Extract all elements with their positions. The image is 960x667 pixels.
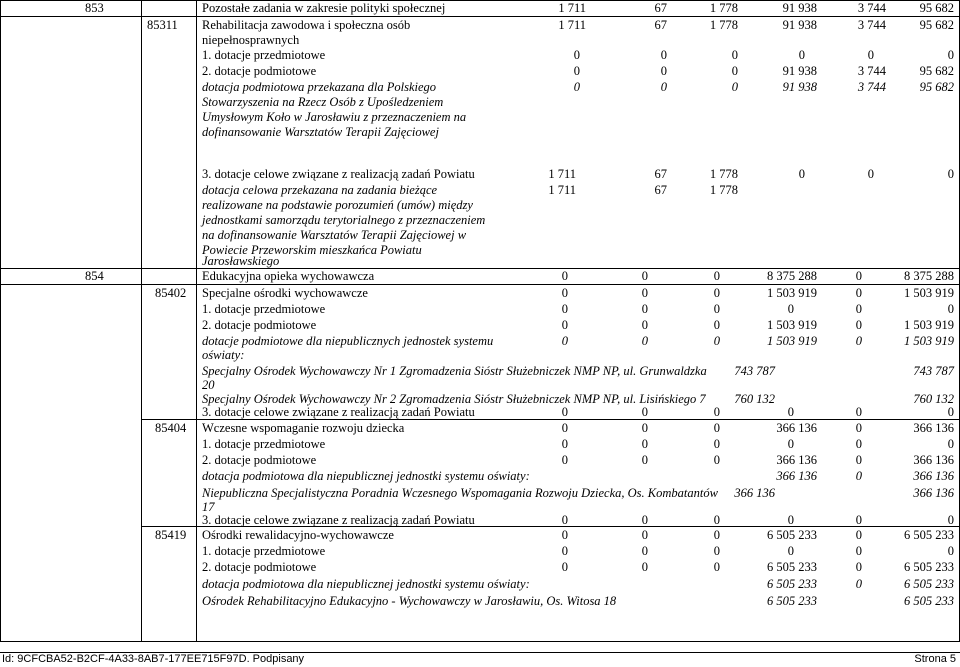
d1-name: 1. dotacje przedmiotowe [202, 544, 326, 558]
a1-name: 1. dotacje przedmiotowe [202, 48, 326, 62]
c3-name: 3. dotacje celowe związane z realizacją zadań Powiatu [202, 513, 475, 527]
b1-c3: 0 [713, 302, 720, 316]
a2d-c1: 0 [573, 80, 580, 94]
a2d-line2: Stowarzyszenia na Rzecz Osób z Upośledzeniem [202, 95, 444, 109]
row-854-c4: 8 375 288 [767, 269, 817, 283]
a3d-line4: na dofinansowanie Warsztatów Terapii Zajęciowej w [202, 228, 467, 242]
row-85402-name: Specjalne ośrodki wychowawcze [202, 286, 368, 300]
d2-c5: 0 [855, 560, 862, 574]
d1-c3: 0 [713, 544, 720, 558]
b1-c4: 0 [787, 302, 794, 316]
c1-c5: 0 [855, 437, 862, 451]
c1-name: 1. dotacje przedmiotowe [202, 437, 326, 451]
c3-c5: 0 [855, 513, 862, 527]
c1-c2: 0 [641, 437, 648, 451]
b2-c2: 0 [641, 318, 648, 332]
d1-c6: 0 [947, 544, 954, 558]
d2d-c4: 6 505 233 [767, 577, 817, 591]
b2d-c4: 1 503 919 [767, 334, 817, 348]
a1-c5: 0 [867, 48, 874, 62]
row-853-bottom-border [0, 16, 960, 17]
left-border [0, 0, 1, 642]
b3-c3: 0 [713, 405, 720, 419]
row-853-c5: 3 744 [857, 1, 886, 15]
c2-c6: 366 136 [913, 453, 954, 467]
d2d-c6: 6 505 233 [904, 577, 954, 591]
c1-c1: 0 [561, 437, 568, 451]
a3d-line1: dotacja celowa przekazana na zadania bieżące [202, 183, 438, 197]
row-854-c1: 0 [561, 269, 568, 283]
row-854-code: 854 [85, 269, 104, 283]
row-85404-c4: 366 136 [776, 421, 817, 435]
row-85311-c1: 1 711 [558, 18, 586, 32]
b3-c1: 0 [561, 405, 568, 419]
a2-c3: 0 [731, 64, 738, 78]
c2-c1: 0 [561, 453, 568, 467]
a3-c1: 1 711 [548, 167, 576, 181]
d2-c4: 6 505 233 [767, 560, 817, 574]
c2-c3: 0 [713, 453, 720, 467]
a3d-line3: jednostkami samorządu terytorialnego z przeznaczeniem [202, 213, 486, 227]
d1-c1: 0 [561, 544, 568, 558]
a2-name: 2. dotacje podmiotowe [202, 64, 317, 78]
row-85419-c6: 6 505 233 [904, 528, 954, 542]
c2e-line1: Niepubliczna Specjalistyczna Poradnia Wczesnego Wspomagania Rozwoju Dziecka, Os. Kombatantów [202, 486, 718, 500]
c1-c3: 0 [713, 437, 720, 451]
c2d-name: dotacja podmiotowa dla niepublicznej jednostki systemu oświaty: [202, 469, 530, 483]
c2d-c6: 366 136 [913, 469, 954, 483]
a2-c2: 0 [660, 64, 667, 78]
row-853-c6: 95 682 [919, 1, 954, 15]
b2-c3: 0 [713, 318, 720, 332]
row-85404-c2: 0 [641, 421, 648, 435]
b2d-c2: 0 [641, 334, 648, 348]
a1-c1: 0 [573, 48, 580, 62]
a3-c6: 0 [947, 167, 954, 181]
a3-c4: 0 [798, 167, 805, 181]
a2-c5: 3 744 [857, 64, 886, 78]
c1-c6: 0 [947, 437, 954, 451]
a2d-c3: 0 [731, 80, 738, 94]
c2d-c4: 366 136 [776, 469, 817, 483]
row-85404-name: Wczesne wspomaganie rozwoju dziecka [202, 421, 405, 435]
a3d-line2: realizowane na podstawie porozumień (umów) między [202, 198, 473, 212]
a2d-c4: 91 938 [782, 80, 817, 94]
table-bottom-border [0, 641, 960, 642]
b2f-c4: 760 132 [734, 392, 775, 406]
row-854-name: Edukacyjna opieka wychowawcza [202, 269, 375, 283]
a3d-line6: Jarosławskiego [202, 254, 280, 268]
row-85404-code: 85404 [155, 421, 187, 435]
row-85402-c1: 0 [561, 286, 568, 300]
d1-c4: 0 [787, 544, 794, 558]
a3d-c3: 1 778 [709, 183, 738, 197]
c2-name: 2. dotacje podmiotowe [202, 453, 317, 467]
c2-c4: 366 136 [776, 453, 817, 467]
row-85402-c3: 0 [713, 286, 720, 300]
b2d-c6: 1 503 919 [904, 334, 954, 348]
d2d-c5: 0 [855, 577, 862, 591]
c2e-c6: 366 136 [913, 486, 954, 500]
a2d-c2: 0 [660, 80, 667, 94]
row-85311-c4: 91 938 [782, 18, 817, 32]
b2-c4: 1 503 919 [767, 318, 817, 332]
a2-c4: 91 938 [782, 64, 817, 78]
c2-c5: 0 [855, 453, 862, 467]
b2-c1: 0 [561, 318, 568, 332]
a2d-c5: 3 744 [857, 80, 886, 94]
a3-name: 3. dotacje celowe związane z realizacją zadań Powiatu [202, 167, 475, 181]
b2e-line2: 20 [202, 378, 215, 392]
d1-c2: 0 [641, 544, 648, 558]
b1-c1: 0 [561, 302, 568, 316]
a2d-c6: 95 682 [919, 80, 954, 94]
row-85404-c6: 366 136 [913, 421, 954, 435]
c3-c1: 0 [561, 513, 568, 527]
b3-name: 3. dotacje celowe związane z realizacją zadań Powiatu [202, 405, 475, 419]
c3-c2: 0 [641, 513, 648, 527]
row-854-c6: 8 375 288 [904, 269, 954, 283]
row-85419-c5: 0 [855, 528, 862, 542]
c3-c3: 0 [713, 513, 720, 527]
row-853-c1: 1 711 [558, 1, 586, 15]
a2d-line1: dotacja podmiotowa przekazana dla Polskiego [202, 80, 437, 94]
row-853-name: Pozostałe zadania w zakresie polityki społecznej [202, 1, 446, 15]
b2f-name: Specjalny Ośrodek Wychowawczy Nr 2 Zgromadzenia Sióstr Służebniczek NMP NP, ul. Lisińskiego 7 [202, 392, 706, 406]
row-853-c3: 1 778 [709, 1, 738, 15]
row-85419-c2: 0 [641, 528, 648, 542]
row-85404-c5: 0 [855, 421, 862, 435]
b2e-line1: Specjalny Ośrodek Wychowawczy Nr 1 Zgromadzenia Sióstr Służebniczek NMP NP, ul. Grunwaldzka [202, 364, 707, 378]
b2d-line2: oświaty: [202, 348, 245, 362]
b3-c5: 0 [855, 405, 862, 419]
a1-c3: 0 [731, 48, 738, 62]
a3-c5: 0 [867, 167, 874, 181]
row-85311-name-line1: Rehabilitacja zawodowa i społeczna osób [202, 18, 411, 32]
a2-c6: 95 682 [919, 64, 954, 78]
row-85419-c4: 6 505 233 [767, 528, 817, 542]
footer-document-id: Id: 9CFCBA52-B2CF-4A33-8AB7-177EE715F97D. Podpisany [2, 653, 305, 665]
a2d-line3: Umysłowym Koło w Jarosławiu z przeznaczeniem na [202, 110, 467, 124]
row-85419-c3: 0 [713, 528, 720, 542]
row-85402-code: 85402 [155, 286, 187, 300]
b2d-line1: dotacje podmiotowe dla niepublicznych jednostek systemu [202, 334, 494, 348]
row-85311-name-line2: niepełnosprawnych [202, 33, 300, 47]
b1-c5: 0 [855, 302, 862, 316]
row-85311-c6: 95 682 [919, 18, 954, 32]
a3-c3: 1 778 [709, 167, 738, 181]
b2-name: 2. dotacje podmiotowe [202, 318, 317, 332]
d2-name: 2. dotacje podmiotowe [202, 560, 317, 574]
d2-c1: 0 [561, 560, 568, 574]
row-853-c2: 67 [654, 1, 667, 15]
row-853-c4: 91 938 [782, 1, 817, 15]
row-854-c2: 0 [641, 269, 648, 283]
footer-page-number: Strona 5 [914, 653, 956, 665]
row-854-bottom-border [0, 284, 960, 285]
a1-c6: 0 [947, 48, 954, 62]
b1-name: 1. dotacje przedmiotowe [202, 302, 326, 316]
row-85402-c6: 1 503 919 [904, 286, 954, 300]
d2e-c6: 6 505 233 [904, 594, 954, 608]
a2d-line4: dofinansowanie Warsztatów Terapii Zajęciowej [202, 125, 439, 139]
b1-c6: 0 [947, 302, 954, 316]
b2-c6: 1 503 919 [904, 318, 954, 332]
b2f-c6: 760 132 [913, 392, 954, 406]
c2e-c4: 366 136 [734, 486, 775, 500]
row-85404-c1: 0 [561, 421, 568, 435]
row-85404-c3: 0 [713, 421, 720, 435]
c3-c4: 0 [787, 513, 794, 527]
row-85402-c2: 0 [641, 286, 648, 300]
subcode-column-divider [196, 0, 197, 642]
a3d-line5: Powiecie Przeworskim mieszkańca Powiatu [202, 243, 422, 257]
d2-c6: 6 505 233 [904, 560, 954, 574]
a3d-c2: 67 [654, 183, 667, 197]
b2d-c3: 0 [713, 334, 720, 348]
d2d-name: dotacja podmiotowa dla niepublicznej jednostki systemu oświaty: [202, 577, 530, 591]
row-854-c3: 0 [713, 269, 720, 283]
b2d-c1: 0 [561, 334, 568, 348]
b3-c6: 0 [947, 405, 954, 419]
row-85311-code: 85311 [147, 18, 178, 32]
c3-c6: 0 [947, 513, 954, 527]
row-85311-c2: 67 [654, 18, 667, 32]
c2d-c5: 0 [855, 469, 862, 483]
row-85402-c4: 1 503 919 [767, 286, 817, 300]
row-85311-c5: 3 744 [857, 18, 886, 32]
d2e-c4: 6 505 233 [767, 594, 817, 608]
c1-c4: 0 [787, 437, 794, 451]
c2e-line2: 17 [202, 500, 215, 514]
d2e-name: Ośrodek Rehabilitacyjno Edukacyjno - Wychowawczy w Jarosławiu, Os. Witosa 18 [202, 594, 617, 608]
b2e-c6: 743 787 [913, 364, 954, 378]
a3d-c1: 1 711 [548, 183, 576, 197]
row-854-c5: 0 [855, 269, 862, 283]
a1-c2: 0 [660, 48, 667, 62]
a3-c2: 67 [654, 167, 667, 181]
b3-c2: 0 [641, 405, 648, 419]
row-85419-c1: 0 [561, 528, 568, 542]
d1-c5: 0 [855, 544, 862, 558]
b2e-c4: 743 787 [734, 364, 775, 378]
b2-c5: 0 [855, 318, 862, 332]
b2d-c5: 0 [855, 334, 862, 348]
a1-c4: 0 [798, 48, 805, 62]
d2-c3: 0 [713, 560, 720, 574]
row-85419-code: 85419 [155, 528, 187, 542]
a2-c1: 0 [573, 64, 580, 78]
row-85311-c3: 1 778 [709, 18, 738, 32]
code-column-divider [141, 0, 142, 642]
d2-c2: 0 [641, 560, 648, 574]
row-85419-name: Ośrodki rewalidacyjno-wychowawcze [202, 528, 394, 542]
row-85402-c5: 0 [855, 286, 862, 300]
b1-c2: 0 [641, 302, 648, 316]
row-853-code: 853 [85, 1, 104, 15]
b3-c4: 0 [787, 405, 794, 419]
c2-c2: 0 [641, 453, 648, 467]
